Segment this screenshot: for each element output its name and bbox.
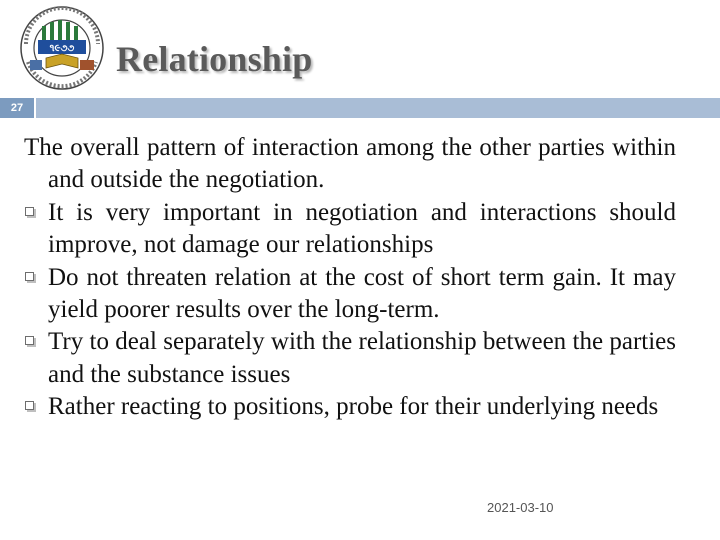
- bullet-text: It is very important in negotiation and interactions should improve, not damage our relationships: [48, 198, 676, 259]
- slide-title: Relationship: [116, 39, 313, 79]
- square-bullet-icon: [25, 401, 34, 410]
- square-bullet-icon: [25, 272, 34, 281]
- bullet-item: [24, 391, 676, 423]
- slide-number: 27: [0, 98, 34, 118]
- svg-text:૧૯૭૭: ૧૯૭૭: [49, 43, 75, 54]
- slide-body: [24, 132, 676, 424]
- intro-paragraph: The overall pattern of interaction among the other parties within and outside the negotiation.: [24, 134, 676, 194]
- slide-date: 2021-03-10: [487, 500, 554, 515]
- bullet-item: [24, 326, 676, 391]
- bullet-item: [24, 197, 676, 262]
- bullet-text: Try to deal separately with the relationship between the parties and the substance issues: [48, 328, 676, 388]
- bullet-text: Rather reacting to positions, probe for their underlying needs: [48, 393, 659, 421]
- bullet-item: [24, 262, 676, 327]
- institution-logo-icon: [6, 4, 124, 92]
- bullet-text: Do not threaten relation at the cost of short term gain. It may yield poorer results over the long-term.: [48, 263, 676, 324]
- square-bullet-icon: [25, 336, 34, 345]
- header-bar: [36, 98, 720, 118]
- square-bullet-icon: [25, 207, 34, 216]
